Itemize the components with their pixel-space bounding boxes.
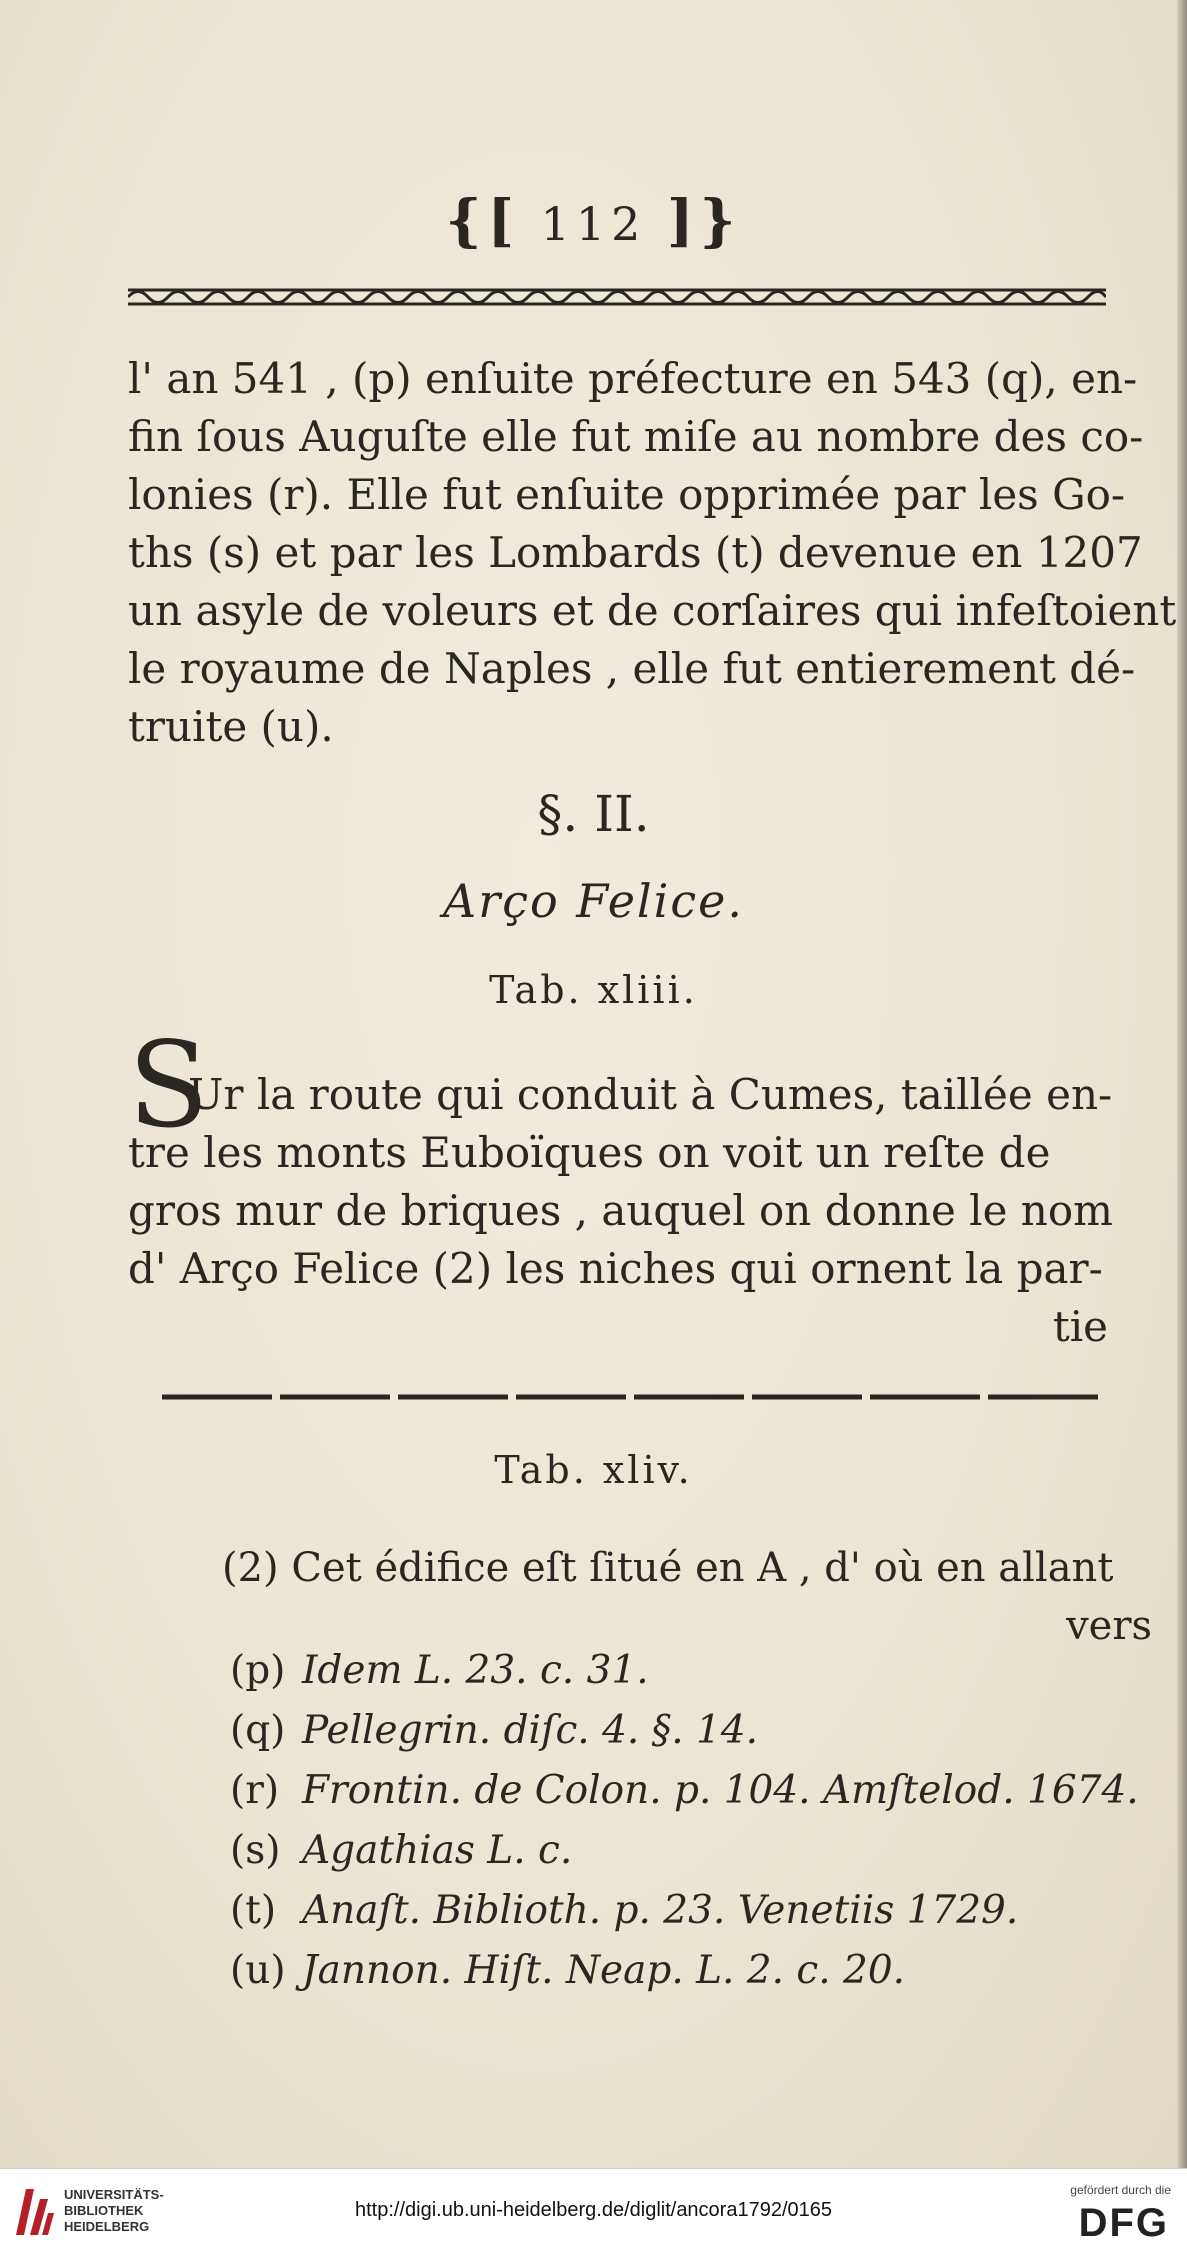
text-line: lonies (r). Elle fut enſuite opprimée par les Go- bbox=[128, 470, 1126, 519]
citation-footnote bbox=[230, 1948, 905, 1993]
citation-footnote bbox=[230, 1828, 572, 1873]
footnote-text: Idem L. 23. c. 31. bbox=[302, 1648, 649, 1693]
footnote-text: Frontin. de Colon. p. 104. Amſtelod. 1674. bbox=[302, 1768, 1139, 1813]
page-spine-edge bbox=[1177, 0, 1187, 2168]
text-line: tre les monts Euboïques on voit un reſte de bbox=[128, 1128, 1051, 1177]
institution-line: UNIVERSITÄTS- bbox=[64, 2187, 164, 2202]
main-footnote bbox=[222, 1542, 1152, 1658]
footnote-label: (q) bbox=[230, 1708, 286, 1753]
plate-reference: Tab. xliii. bbox=[489, 968, 698, 1012]
text-line: l' an 541 , (p) enſuite préfecture en 543 (q), en- bbox=[128, 354, 1138, 403]
footnote-line: (2) Cet édifice eſt ſitué en A , d' où en allant bbox=[222, 1545, 1114, 1591]
ornamental-rule bbox=[128, 286, 1106, 308]
dfg-logo: DFG bbox=[1078, 2201, 1169, 2245]
page-number: 112 bbox=[540, 197, 647, 251]
text-line: truite (u). bbox=[128, 702, 334, 751]
footnote-label: (s) bbox=[230, 1828, 281, 1873]
footnote-catchword: vers bbox=[1066, 1603, 1152, 1649]
footnote-label: (t) bbox=[230, 1888, 277, 1933]
catchword: tie bbox=[1052, 1302, 1108, 1351]
drop-cap: S bbox=[128, 1016, 209, 1154]
digitization-footer-bar bbox=[0, 2168, 1187, 2254]
citation-footnote bbox=[230, 1648, 649, 1693]
citation-footnote bbox=[230, 1888, 1018, 1933]
footnote-text: Pellegrin. diſc. 4. §. 14. bbox=[302, 1708, 759, 1753]
footnote-divider bbox=[162, 1393, 1102, 1401]
citation-footnote bbox=[230, 1708, 758, 1753]
funding-caption: gefördert durch die bbox=[1070, 2183, 1171, 2197]
text-line: d' Arço Felice (2) les niches qui ornent la par- bbox=[128, 1244, 1103, 1293]
plate-reference-footer: Tab. xliv. bbox=[494, 1448, 693, 1492]
text-line: un asyle de voleurs et de corſaires qui infeſtoient bbox=[128, 586, 1177, 635]
section-title: Arço Felice. bbox=[443, 874, 744, 928]
bracket-right: ]} bbox=[667, 188, 742, 254]
page-number-header bbox=[0, 188, 1187, 254]
text-line: Ur la route qui conduit à Cumes, taillée en- bbox=[188, 1070, 1113, 1119]
text-line: ths (s) et par les Lombards (t) devenue en 1207 bbox=[128, 528, 1143, 577]
text-line: le royaume de Naples , elle fut entierement dé- bbox=[128, 644, 1136, 693]
footnote-label: (r) bbox=[230, 1768, 280, 1813]
citation-footnote bbox=[230, 1768, 1139, 1813]
footnote-label: (u) bbox=[230, 1948, 286, 1993]
footnote-text: Anaſt. Biblioth. p. 23. Venetiis 1729. bbox=[302, 1888, 1019, 1933]
permalink-url[interactable]: http://digi.ub.uni-heidelberg.de/diglit/ancora1792/0165 bbox=[354, 2199, 833, 2221]
footnote-text: Agathias L. c. bbox=[302, 1828, 573, 1873]
bracket-left: {[ bbox=[445, 188, 520, 254]
footnote-text: Jannon. Hiſt. Neap. L. 2. c. 20. bbox=[302, 1948, 906, 1993]
text-line: gros mur de briques , auquel on donne le nom bbox=[128, 1186, 1113, 1235]
section-number: §. II. bbox=[537, 785, 650, 843]
body-paragraph-2 bbox=[128, 1066, 1113, 1356]
body-paragraph-1 bbox=[128, 350, 1177, 756]
text-line: fin ſous Auguſte elle fut miſe au nombre des co- bbox=[128, 412, 1144, 461]
institution-line: HEIDELBERG bbox=[64, 2219, 150, 2234]
institution-line: BIBLIOTHEK bbox=[64, 2203, 144, 2218]
footnote-label: (p) bbox=[230, 1648, 286, 1693]
